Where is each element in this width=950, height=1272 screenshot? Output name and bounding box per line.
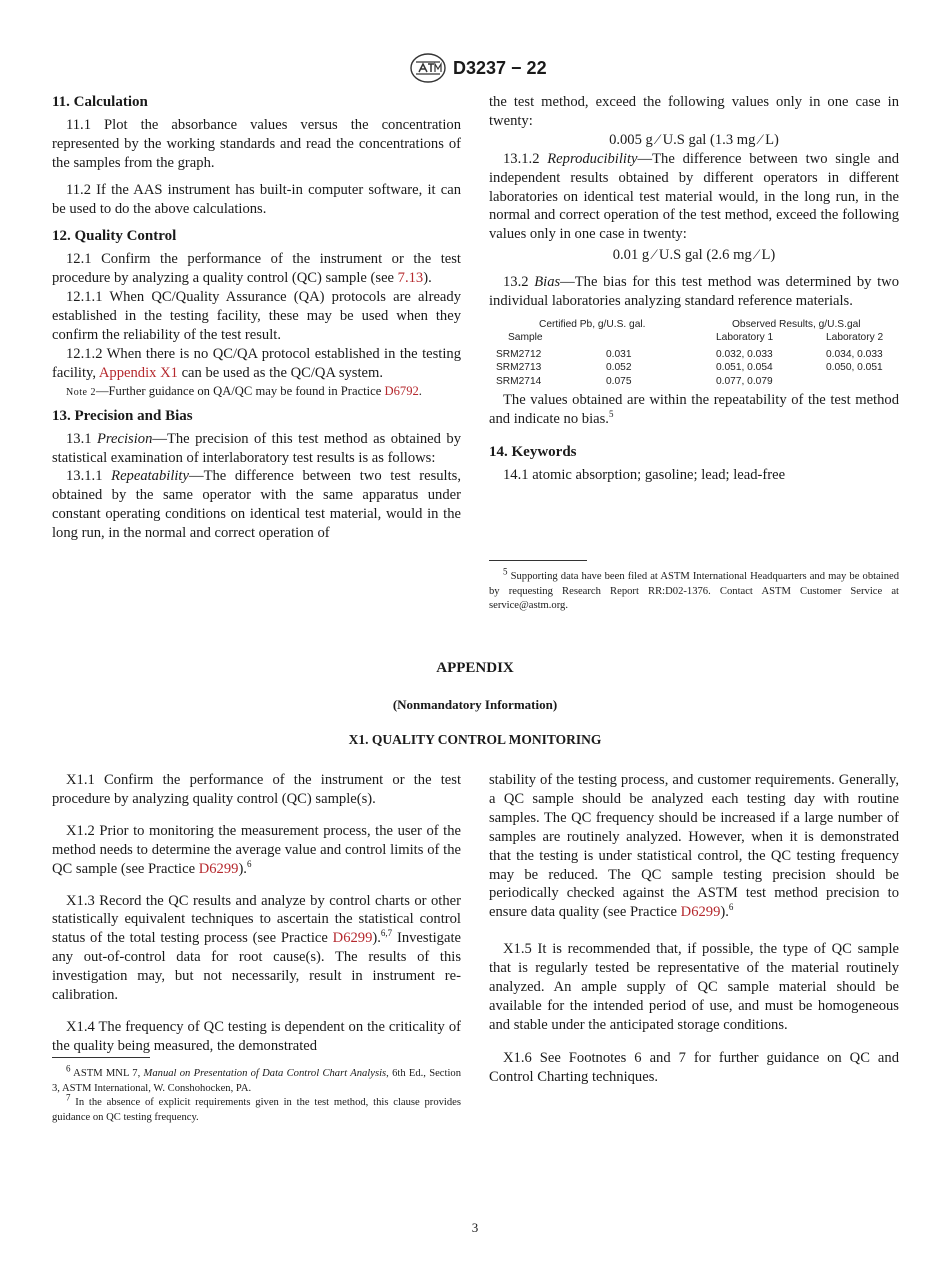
table-header-certified: Certified Pb, g/U.S. gal. — [539, 318, 646, 330]
footnote-7: $^7$ In the absence of explicit requirements given in the test method, this clause provides guidance on QC testing frequency. — [52, 1092, 461, 1123]
table-row: SRM2713 0.052 0.051, 0.054 0.050, 0.051 — [496, 362, 883, 374]
para-x1-6: X1.6 See Footnotes 6 and 7 for further guidance on QC and Control Charting techniques. — [489, 1049, 899, 1085]
para-x1-3: X1.3 Record the QC results and analyze by control charts or other statistically equivalent techniques to ascertain the statistical control status of the total testing process (see Practice D6299).$^{6,7}$ Investigate any out-of-control data for root cause(s). The results of this investigation may, but not necessarily, result in instrument re-calibration. — [52, 892, 461, 1004]
para-11-2: 11.2 If the AAS instrument has built-in computer software, it can be used to do the above calculations. — [52, 181, 461, 217]
para-bias-conclusion: The values obtained are within the repeatability of the test method and indicate no bias.$^5$ — [489, 392, 899, 428]
link-d6299[interactable]: D6299 — [680, 904, 721, 921]
table-header-sample: Sample — [508, 332, 543, 344]
appendix-footnotes — [52, 1063, 461, 1125]
right-column — [489, 93, 899, 485]
table-header-observed: Observed Results, g/U.S.gal — [732, 318, 861, 330]
formula-reproducibility: 0.01 g ⁄ U.S gal (2.6 mg ⁄ L) — [612, 247, 776, 264]
para-x1-2: X1.2 Prior to monitoring the measurement process, the user of the method needs to determine the average value and control limits of the QC sample (see Practice D6299).$^6$ — [52, 822, 461, 877]
document-designation: D3237 − 22 — [453, 58, 547, 78]
footnote-5: $^5$ Supporting data have been filed at ASTM International Headquarters and may be obtained by requesting Research Report RR:D02-1376. Contact ASTM Customer Service at service@astm.org. — [489, 566, 899, 611]
table-header-lab2: Laboratory 2 — [826, 332, 884, 344]
table-row: SRM2712 0.031 0.032, 0.033 0.034, 0.033 — [496, 348, 883, 360]
bias-table — [496, 318, 896, 389]
para-13-1-1-cont: the test method, exceed the following values only in one case in twenty: — [489, 94, 899, 129]
appendix-section-heading: X1. QUALITY CONTROL MONITORING — [348, 732, 602, 747]
para-12-1: 12.1 Confirm the performance of the instrument or the test procedure by analyzing a quality control (QC) sample (see 7.13). — [52, 251, 461, 287]
page-number: 3 — [471, 1220, 479, 1235]
para-12-1-2: 12.1.2 When there is no QC/QA protocol established in the testing facility, Appendix X1 can be used as the QC/QA system. — [52, 345, 461, 381]
para-11-1: 11.1 Plot the absorbance values versus the concentration represented by the working standards and read the concentrations of the samples from the graph. — [52, 116, 461, 171]
note-2: Note 2—Further guidance on QA/QC may be found in Practice D6792. — [66, 383, 422, 398]
left-column — [52, 93, 461, 543]
link-d6792[interactable]: D6792 — [384, 383, 419, 398]
appendix-left-column — [52, 771, 461, 1056]
para-x1-5: X1.5 It is recommended that, if possible, the type of QC sample that is regularly tested be representative of the material routinely analyzed. An ample supply of QC sample material should be available for the intended period of use, and must be homogeneous and stable under the anticipated storage conditions. — [489, 941, 899, 1033]
table-header-row — [496, 318, 896, 332]
appendix-subtitle: (Nonmandatory Information) — [392, 697, 558, 712]
footnote-6: $^6$ ASTM MNL 7, Manual on Presentation of Data Control Chart Analysis, 6th Ed., Section 3, ASTM International, W. Conshohocken, PA. — [52, 1063, 461, 1094]
astm-logo-icon — [408, 52, 448, 84]
para-x1-1: X1.1 Confirm the performance of the instrument or the test procedure by analyzing quality control (QC) sample(s). — [52, 772, 461, 807]
link-d6299[interactable]: D6299 — [332, 930, 373, 947]
section-11-heading: 11. Calculation — [52, 94, 148, 110]
table-subheader-row — [496, 331, 896, 348]
link-appendix-x1[interactable]: Appendix X1 — [98, 364, 178, 381]
link-7-13[interactable]: 7.13 — [397, 270, 424, 287]
para-13-1-1: 13.1.1 Repeatability—The difference between two test results, obtained by the same operator with the same apparatus under constant operating conditions on identical test material, would in the long run, in the normal and correct operation of — [52, 468, 461, 542]
appendix-right-column — [489, 771, 899, 1087]
para-13-1: 13.1 Precision—The precision of this test method as obtained by statistical examination of interlaboratory test results is as follows: — [52, 430, 461, 466]
para-14-1: 14.1 atomic absorption; gasoline; lead; lead-free — [503, 467, 786, 484]
footnote-divider — [52, 1057, 150, 1058]
para-x1-4-cont: stability of the testing process, and customer requirements. Generally, a QC sample should be analyzed each testing day with routine samples. The QC frequency should be increased if a large number of samples are routinely analyzed. However, when it is demonstrated that the testing is under statistical control, the QC testing frequency may be reduced. The QC sample testing precision should be periodically checked against the ASTM test method precision to ensure data quality (see Practice D6299).$^6$ — [489, 772, 899, 921]
para-x1-4: X1.4 The frequency of QC testing is dependent on the criticality of the quality being measured, the demonstrated — [52, 1018, 461, 1054]
appendix-title: APPENDIX — [436, 660, 514, 676]
footnote-divider — [489, 560, 587, 561]
table-row: SRM2714 0.075 0.077, 0.079 — [496, 375, 773, 387]
section-13-heading: 13. Precision and Bias — [52, 407, 193, 424]
formula-repeatability: 0.005 g ⁄ U.S gal (1.3 mg ⁄ L) — [609, 131, 779, 148]
section-12-heading: 12. Quality Control — [52, 228, 177, 245]
para-13-2: 13.2 Bias—The bias for this test method was determined by two individual laboratories analyzing standard reference materials. — [489, 274, 900, 310]
section-14-heading: 14. Keywords — [489, 444, 577, 461]
table-header-lab1: Laboratory 1 — [716, 332, 774, 344]
para-12-1-1: 12.1.1 When QC/Quality Assurance (QA) protocols are already established in the testing facility, these may be used when they confirm the reliability of the test result. — [52, 289, 461, 343]
link-d6299[interactable]: D6299 — [198, 860, 239, 877]
para-13-1-2: 13.1.2 Reproducibility—The difference between two single and independent results obtained by different operators in different laboratories on identical test material would, in the long run, in the normal and correct operation of the test method, exceed the following values only in one case in twenty: — [489, 150, 899, 243]
